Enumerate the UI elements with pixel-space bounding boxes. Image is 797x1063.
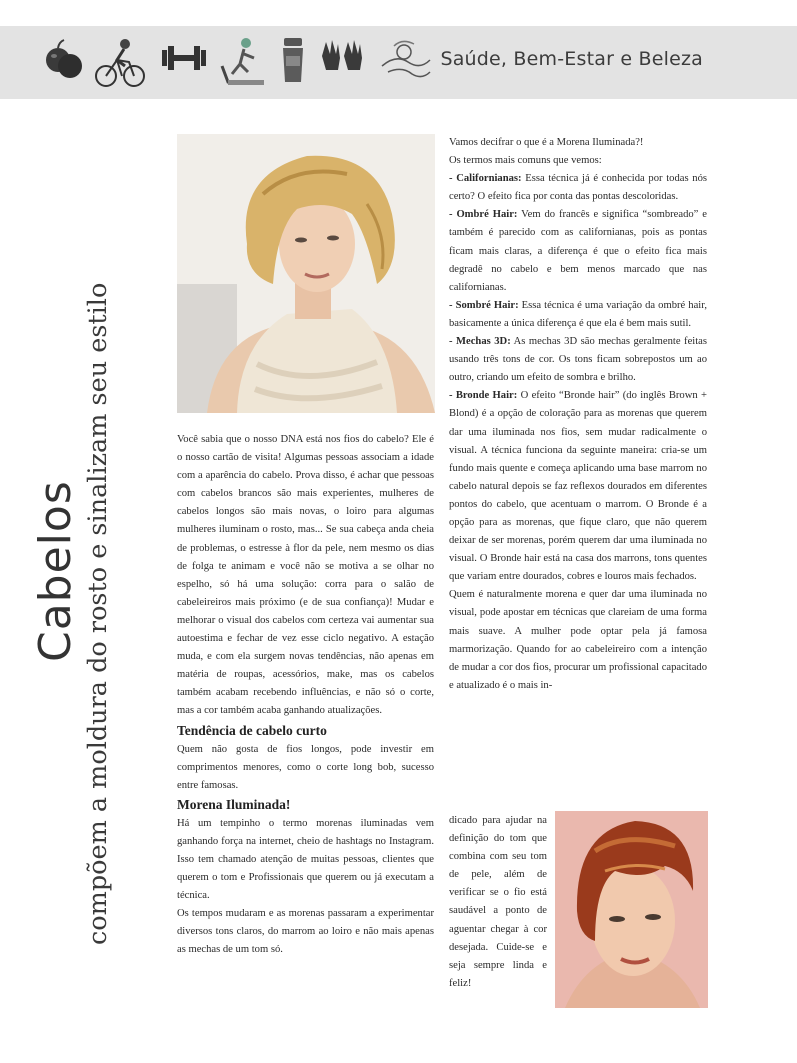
term-text: Essa técnica é uma variação da ombré hair, basicamente a única diferença é que ela é bem mais sutil. <box>449 299 707 329</box>
gloves-icon <box>318 36 366 80</box>
term-label: - Sombré Hair: <box>449 299 519 311</box>
term-item <box>449 387 707 586</box>
section-heading: Morena Iluminada! <box>177 796 291 812</box>
article-title: Cabelos <box>30 480 81 662</box>
term-label: - Californianas: <box>449 173 522 185</box>
article-subtitle: compõem a moldura do rosto e sinalizam seu estilo <box>83 282 113 945</box>
body-paragraph: dicado para ajudar na definição do tom que combina com seu tom de pele, além de verificar se o fio está saudável a ponto de aguentar chegar à cor desejada. Cuide-se e seja sempre linda e feliz! <box>449 815 547 989</box>
term-item <box>449 333 707 387</box>
body-paragraph: Vamos decifrar o que é a Morena Iluminada?! <box>449 137 644 148</box>
blonde-woman-photo <box>177 134 435 413</box>
term-text: O efeito “Bronde hair” (do inglês Brown + Blond) é a opção de coloração para as morenas que querem dar uma iluminada nos fios, sem mudar radicalmente o visual. A técnica funciona da seguinte maneira: cria-se um fundo mais quente e começa aplicando uma base marrom no cabelo natural depois se faz reflexos dourados em diferentes pontos do cabelo, que acentuam o marrom. O Bronde é a opção para as morenas, que fique claro, que não querem deixar de ser morenas, porém querem dar uma iluminada no visual. O Bronde hair está na casa dos marrons, tons quentes que variam entre dourados, cobres e louros mais fechados. <box>449 390 707 583</box>
intro-paragraph: Você sabia que o nosso DNA está nos fios do cabelo? Ele é o nosso cartão de visita! Algumas pessoas associam a idade com a aparência do cabelo. Prova disso, é achar que pessoas com cabelos brancos são mais experientes, mulheres de cabelos longos são mais novas, o loiro para algumas mulheres iluminam o rosto, mas... Se sua cabeça anda cheia de problemas, o estresse à flor da pele, nem mesmo os dias de folga te animam e você não se motiva a se olhar no espelho, só há uma solução: corra para o salão de cabeleireiros mais próximo (e de sua confiança)! Mudar e melhorar o visual dos cabelos com certeza vai aumentar sua autoestima e fechar de vez esse ciclo negativo. A estação muda, e com ela surgem novas tendências, não apenas em matéria de roupas, acessórios, make, mas os cabelos também acabam recebendo influências, e não só o corte, mas a cor também acaba ganhando atualizações. <box>177 434 434 717</box>
term-text: Essa técnica já é conhecida por todas nós certo? O efeito fica por conta das pontas descoloridas. <box>449 173 707 203</box>
term-label: - Bronde Hair: <box>449 390 518 402</box>
term-label: - Ombré Hair: <box>449 209 518 221</box>
body-paragraph: Os termos mais comuns que vemos: <box>449 155 602 167</box>
treadmill-runner-icon <box>218 36 268 88</box>
term-item <box>449 206 707 296</box>
right-text-column <box>449 134 707 695</box>
shaker-bottle-icon <box>280 36 306 84</box>
body-paragraph: Os tempos mudaram e as morenas passaram a experimentar diversos tons claros, do marrom ao loiro e não mais apenas as mechas de um tom só. <box>177 908 434 956</box>
short-red-hair-woman-photo <box>555 811 708 1008</box>
term-text: Vem do francês e significa “sombreado” e também é parecido com as californianas, pois as pontas ficam mais claras, a diferença é que o efeito fica mais degradê no cabelo e bem menos marcado que nas californianas. <box>449 209 707 293</box>
relaxing-woman-icon <box>378 36 434 84</box>
term-text: As mechas 3D são mechas geralmente feitas usando três tons de cor. Os tons ficam sobrepostos um ao outro, criando um efeito de sombra e brilho. <box>449 336 707 384</box>
dumbbell-icon <box>160 36 208 76</box>
body-paragraph: Há um tempinho o termo morenas iluminadas vem ganhando força na internet, cheio de hashtags no Instagram. Isso tem chamado atenção de muitas pessoas, clientes que querem o tom e Profissionais que querem ou já executam a técnica. <box>177 817 434 902</box>
section-heading: Tendência de cabelo curto <box>177 722 327 738</box>
term-item <box>449 297 707 333</box>
left-text-column <box>177 431 434 960</box>
apples-icon <box>44 36 84 82</box>
body-paragraph: Quem não gosta de fios longos, pode investir em comprimentos menores, como o corte long bob, sucesso entre famosas. <box>177 743 434 791</box>
cyclist-icon <box>95 36 145 88</box>
closing-wrap-text <box>449 812 547 993</box>
term-item <box>449 170 707 206</box>
header-section-title: Saúde, Bem-Estar e Beleza <box>440 48 703 70</box>
body-paragraph: Quem é naturalmente morena e quer dar uma iluminada no visual, pode apostar em técnicas que clareiam de uma forma mais suave. A mulher pode optar pela já famosa marmorização. Quando for ao cabeleireiro com a intenção de mudar a cor dos fios, procurar um profissional capacitado e atualizado é o mais in- <box>449 589 707 691</box>
article-title-block <box>30 185 140 945</box>
term-label: - Mechas 3D: <box>449 336 511 348</box>
